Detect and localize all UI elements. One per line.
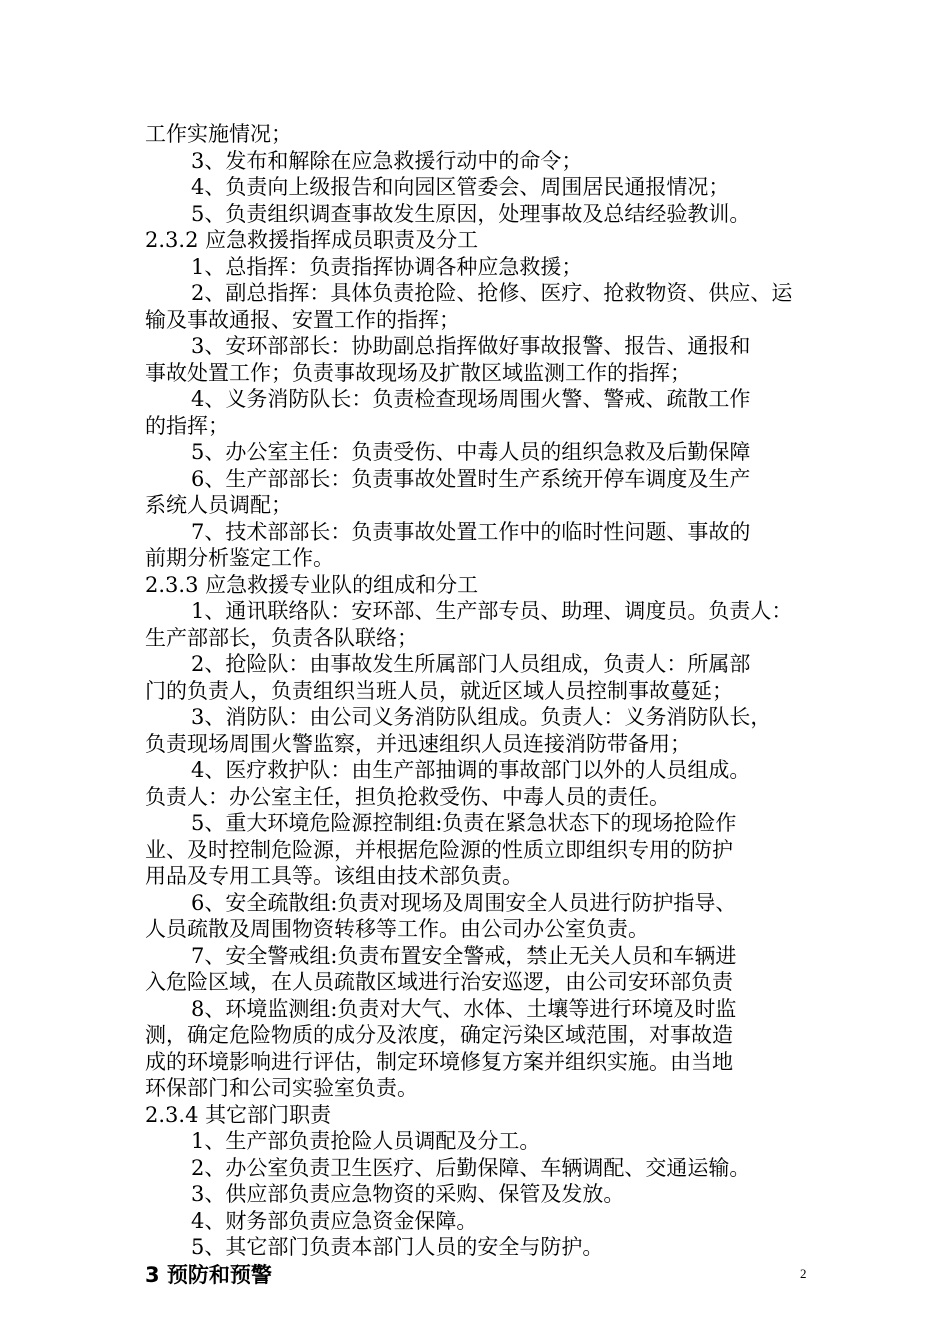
text-line: 2、抢险队：由事故发生所属部门人员组成，负责人：所属部: [191, 652, 751, 676]
text-line: 系统人员调配；: [145, 493, 292, 517]
text-line: 8、环境监测组:负责对大气、水体、土壤等进行环境及时监: [191, 996, 737, 1021]
text-line: 的指挥；: [145, 413, 229, 438]
text-line: 4、负责向上级报告和向园区管委会、周围居民通报情况；: [191, 175, 730, 199]
page-number: 2: [800, 1266, 807, 1281]
text-line: 1、生产部负责抢险人员调配及分工。: [191, 1129, 541, 1153]
text-line: 成的环境影响进行评估，制定环境修复方案并组织实施。由当地: [145, 1049, 733, 1074]
text-line: 前期分析鉴定工作。: [145, 546, 334, 570]
text-line: 5、办公室主任：负责受伤、中毒人员的组织急救及后勤保障: [191, 440, 751, 464]
text-line: 2.3.4 其它部门职责: [145, 1102, 332, 1127]
text-line: 3、供应部负责应急物资的采购、保管及发放。: [191, 1182, 625, 1206]
text-line: 负责人：办公室主任，担负抢救受伤、中毒人员的责任。: [145, 784, 670, 809]
text-lines: [145, 121, 815, 1261]
text-line: 工作实施情况；: [145, 122, 292, 146]
text-line: 测，确定危险物质的成分及浓度，确定污染区域范围，对事故造: [145, 1023, 733, 1047]
text-line: 入危险区域，在人员疏散区域进行治安巡逻，由公司安环部负责: [145, 970, 733, 994]
text-line: 4、医疗救护队：由生产部抽调的事故部门以外的人员组成。: [191, 758, 751, 782]
text-line: 3、安环部部长：协助副总指挥做好事故报警、报告、通报和: [191, 334, 751, 358]
text-line: 1、总指挥：负责指挥协调各种应急救援；: [191, 254, 583, 279]
text-line: 7、技术部部长：负责事故处置工作中的临时性问题、事故的: [191, 519, 751, 544]
text-line: 事故处置工作；负责事故现场及扩散区域监测工作的指挥；: [145, 360, 691, 385]
text-line: 5、负责组织调查事故发生原因，处理事故及总结经验教训。: [191, 201, 751, 226]
text-line: 2、副总指挥：具体负责抢险、抢修、医疗、抢救物资、供应、运: [191, 281, 793, 305]
text-line: 人员疏散及周围物资转移等工作。由公司办公室负责。: [145, 917, 649, 941]
text-line: 2.3.2 应急救援指挥成员职责及分工: [145, 228, 479, 252]
text-line: 业、及时控制危险源，并根据危险源的性质立即组织专用的防护: [145, 837, 733, 862]
text-line: 3、发布和解除在应急救援行动中的命令；: [191, 148, 583, 173]
section-heading: 3 预防和预警: [145, 1262, 272, 1287]
text-line: 7、安全警戒组:负责布置安全警戒，禁止无关人员和车辆进: [191, 943, 737, 968]
text-line: 6、生产部部长：负责事故处置时生产系统开停车调度及生产: [191, 466, 751, 491]
text-line: 用品及专用工具等。该组由技术部负责。: [145, 864, 523, 888]
text-line: 4、财务部负责应急资金保障。: [191, 1208, 478, 1233]
text-line: 4、义务消防队长：负责检查现场周围火警、警戒、疏散工作: [191, 387, 751, 411]
text-line: 5、其它部门负责本部门人员的安全与防护。: [191, 1235, 604, 1259]
text-line: 门的负责人，负责组织当班人员，就近区域人员控制事故蔓延；: [145, 678, 733, 703]
text-line: 2、办公室负责卫生医疗、后勤保障、车辆调配、交通运输。: [191, 1155, 751, 1180]
text-line: 3、消防队：由公司义务消防队组成。负责人：义务消防队长，: [191, 705, 772, 729]
text-line: 6、安全疏散组:负责对现场及周围安全人员进行防护指导、: [191, 890, 737, 915]
text-line: 负责现场周围火警监察，并迅速组织人员连接消防带备用；: [145, 731, 691, 756]
text-line: 输及事故通报、安置工作的指挥；: [145, 307, 460, 332]
document-body: [145, 121, 815, 1289]
text-line: 生产部部长，负责各队联络；: [145, 625, 418, 650]
text-line: 环保部门和公司实验室负责。: [145, 1076, 418, 1100]
text-line: 2.3.3 应急救援专业队的组成和分工: [145, 572, 479, 597]
text-line: 1、通讯联络队：安环部、生产部专员、助理、调度员。负责人：: [191, 599, 793, 623]
text-line: 5、重大环境危险源控制组:负责在紧急状态下的现场抢险作: [191, 811, 737, 835]
